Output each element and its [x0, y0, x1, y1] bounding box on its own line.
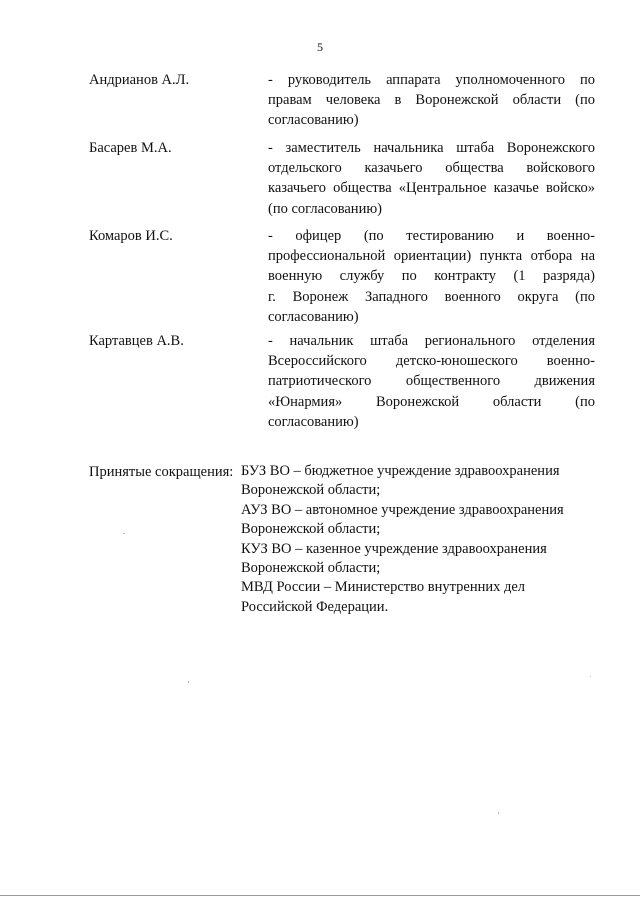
scan-speck	[188, 681, 189, 683]
member-role	[268, 226, 595, 327]
member-role-line: г. Воронеж Западного военного округа (по	[268, 288, 595, 305]
member-name: Андрианов А.Л.	[89, 72, 190, 88]
abbreviation-line: Воронежской области;	[241, 482, 381, 499]
member-role-line: профессиональной ориентации) пункта отбора на	[268, 248, 595, 265]
member-role-line: - офицер (по тестированию и военно-	[268, 228, 595, 244]
member-role-line: отдельского казачьего общества войскового	[268, 160, 595, 177]
member-role	[268, 70, 595, 131]
abbreviation-line: Российской Федерации.	[241, 598, 389, 615]
member-role-line: - заместитель начальника штаба Воронежского	[268, 140, 595, 156]
abbreviation-line: Воронежской области;	[241, 560, 381, 577]
member-role-line: казачьего общества «Центральное казачье войско»	[268, 180, 595, 197]
member-role-line: «Юнармия» Воронежской области (по	[268, 393, 595, 410]
member-role-line: согласованию)	[268, 112, 359, 129]
member-role-line: согласованию)	[268, 308, 359, 325]
abbreviation-line: БУЗ ВО – бюджетное учреждение здравоохранения	[241, 463, 560, 479]
member-role-line: правам человека в Воронежской области (по	[268, 92, 595, 109]
abbreviations-label: Принятые сокращения:	[89, 464, 234, 480]
member-role-line: Всероссийского детско-юношеского военно-	[268, 353, 595, 370]
member-role-line: - начальник штаба регионального отделения	[268, 333, 595, 349]
member-role	[268, 138, 595, 219]
scan-speck	[590, 676, 591, 677]
abbreviation-line: МВД России – Министерство внутренних дел	[241, 579, 526, 596]
member-role-line: (по согласованию)	[268, 200, 382, 217]
member-name: Картавцев А.В.	[89, 333, 184, 349]
member-role-line: - руководитель аппарата уполномоченного по	[268, 72, 595, 88]
member-role-line: военную службу по контракту (1 разряда)	[268, 268, 595, 285]
scan-speck	[498, 812, 499, 814]
page-bottom-edge	[0, 895, 640, 896]
abbreviations-list	[241, 462, 621, 617]
member-role-line: согласованию)	[268, 413, 359, 430]
abbreviation-line: АУЗ ВО – автономное учреждение здравоохранения	[241, 501, 564, 518]
abbreviation-line: КУЗ ВО – казенное учреждение здравоохранения	[241, 540, 547, 557]
member-name: Басарев М.А.	[89, 140, 172, 156]
member-name: Комаров И.С.	[89, 228, 173, 244]
member-role-line: патриотического общественного движения	[268, 373, 595, 390]
abbreviation-line: Воронежской области;	[241, 521, 381, 538]
page-number: 5	[317, 40, 323, 54]
member-role	[268, 331, 595, 432]
scan-speck	[123, 533, 125, 534]
